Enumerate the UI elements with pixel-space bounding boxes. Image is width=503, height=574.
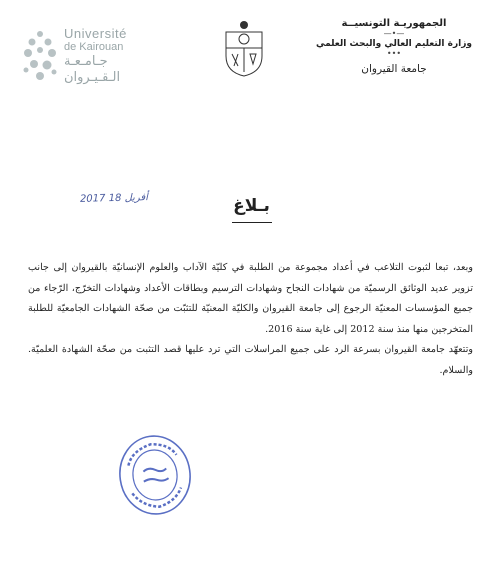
- university-logo-dots-icon: [20, 28, 60, 84]
- date-stamp: 2017 أفريل 18: [79, 192, 149, 205]
- university-name-ar-line1: جـامـعـة: [64, 54, 108, 69]
- header-separator: —•—: [383, 29, 405, 38]
- republic-name: الجمهوريـة التونسيــة: [341, 18, 447, 29]
- header-separator-2: •••: [386, 49, 402, 58]
- title-underline: [232, 222, 272, 223]
- document-body: [28, 258, 473, 381]
- university-logo: [20, 26, 138, 88]
- body-paragraph-2: وتتعهّد جامعة القيروان بسرعة الرد على جميع المراسلات التي ترد عليها قصد التثبت من صحّة الشهادة العلميّة. والسلام.: [28, 344, 473, 376]
- university-name-fr-line2: de Kairouan: [64, 41, 124, 53]
- tunisia-coat-of-arms-icon: [222, 20, 266, 78]
- ministry-name: وزارة التعليم العالي والبحث العلمي: [315, 39, 473, 49]
- body-paragraph-1: وبعد، تبعا لثبوت التلاعب في أعداد مجموعة من الطلبة في كليّة الآداب والعلوم الإنسانيّة بالقيروان إلى جانب تزوير عديد الوثائق الرسميّة من شهادات النجاح وشهادات الترسيم وبطاقات الأعداد وشهادات التخرّج، الرّجاء من جميع المؤسسات المعنيّة الرجوع إلى جامعة القيروان والكليّة المعنيّة للتثبّت من صحّة الشهادات الجامعيّة للطلبة المتخرجين منها منذ سنة 2012 إلى غاية سنة 2016.: [28, 262, 473, 335]
- ministry-header: [309, 18, 479, 75]
- official-stamp-icon: [116, 432, 194, 518]
- university-name-header: جامعة القيروان: [361, 63, 427, 75]
- university-name-ar-line2: الـقـيـروان: [64, 70, 121, 85]
- document-title: بـلاغ: [233, 196, 270, 216]
- university-name-fr-line1: Université: [64, 26, 127, 41]
